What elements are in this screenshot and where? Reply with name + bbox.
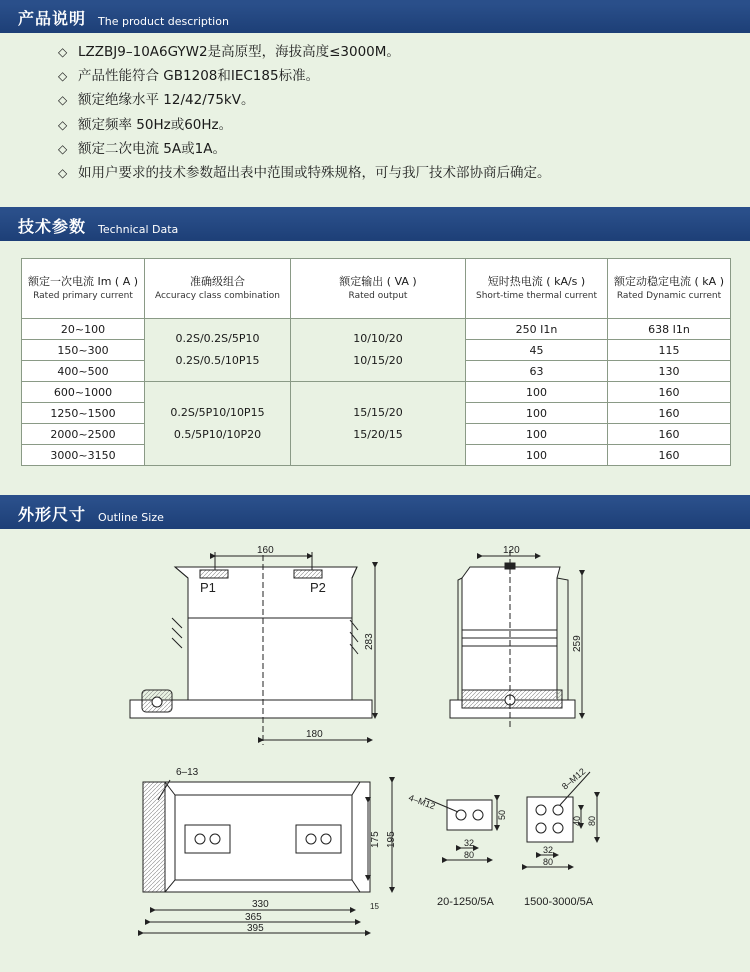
list-item: ◇ LZZBJ9–10A6GYW2是高原型，海拔高度≤3000M。	[58, 40, 551, 64]
table-row	[22, 382, 731, 403]
column-header: 额定一次电流 Im ( A ) Rated primary current	[22, 259, 145, 319]
column-header: 准确级组合 Accuracy class combination	[145, 259, 291, 319]
front-view-drawing	[130, 545, 375, 745]
section-header-technical	[0, 212, 750, 241]
plan-dim-15: 15	[370, 902, 379, 911]
table-cell: 20~100	[22, 319, 145, 340]
list-item: ◇ 额定二次电流 5A或1A。	[58, 137, 551, 161]
terminal-large-dim-80: 80	[543, 857, 554, 867]
terminal-small-thread: 4–M12	[407, 792, 437, 812]
front-p2-label: P2	[310, 580, 326, 595]
terminal-small-drawing	[407, 792, 507, 908]
terminal-large-dim-32: 32	[543, 845, 554, 855]
section-title: 外形尺寸	[18, 505, 87, 524]
front-p1-label: P1	[200, 580, 216, 595]
terminal-small-dim-32: 32	[464, 838, 475, 848]
table-cell: 0.2S/0.2S/5P10 0.2S/0.5/10P15	[145, 319, 291, 382]
terminal-large-thread: 8–M12	[559, 766, 588, 792]
table-cell: 160	[608, 424, 731, 445]
terminal-small-dim-50: 50	[497, 809, 507, 820]
table-cell: 1250~1500	[22, 403, 145, 424]
section-title: 产品说明	[18, 9, 87, 28]
table-cell: 45	[466, 340, 608, 361]
table-cell: 100	[466, 403, 608, 424]
terminal-large-caption: 1500-3000/5A	[524, 896, 594, 908]
diamond-bullet-icon: ◇	[58, 93, 68, 108]
diamond-bullet-icon: ◇	[58, 141, 68, 156]
table-cell: 250 I1n	[466, 319, 608, 340]
side-dim-top: 120	[503, 545, 520, 556]
table-cell: 15/15/20 15/20/15	[291, 382, 466, 466]
terminal-large-dim-40: 40	[572, 815, 582, 826]
diamond-bullet-icon: ◇	[58, 45, 68, 59]
table-cell: 130	[608, 361, 731, 382]
diamond-bullet-icon: ◇	[58, 165, 68, 180]
side-view-drawing	[450, 545, 583, 730]
side-dim-height: 259	[572, 635, 583, 652]
table-cell: 150~300	[22, 340, 145, 361]
section-header-product	[0, 4, 750, 33]
table-cell: 100	[466, 445, 608, 466]
list-item: ◇ 额定绝缘水平 12/42/75kV。	[58, 88, 551, 112]
diamond-bullet-icon: ◇	[58, 69, 68, 84]
technical-data-table	[21, 258, 731, 466]
section-subtitle: The product description	[98, 15, 229, 28]
table-cell: 10/10/20 10/15/20	[291, 319, 466, 382]
table-cell: 160	[608, 382, 731, 403]
terminal-large-dim-80v: 80	[587, 815, 597, 826]
table-cell: 160	[608, 445, 731, 466]
plan-dim-175: 175	[370, 831, 381, 848]
table-row	[22, 319, 731, 340]
column-header: 短时热电流 ( kA/s ) Short-time thermal current	[466, 259, 608, 319]
list-item: ◇ 产品性能符合 GB1208和IEC185标准。	[58, 64, 551, 88]
table-cell: 100	[466, 424, 608, 445]
section-subtitle: Outline Size	[98, 511, 164, 524]
table-cell: 2000~2500	[22, 424, 145, 445]
description-list	[58, 40, 551, 185]
section-header-outline	[0, 500, 750, 529]
plan-dim-395: 395	[247, 923, 264, 934]
plan-holes-label: 6–13	[176, 767, 199, 778]
table-cell: 638 I1n	[608, 319, 731, 340]
plan-dim-365: 365	[245, 912, 262, 923]
column-header: 额定输出 ( VA ) Rated output	[291, 259, 466, 319]
diamond-bullet-icon: ◇	[58, 117, 68, 132]
section-subtitle: Technical Data	[98, 223, 179, 236]
list-item: ◇ 如用户要求的技术参数超出表中范围或特殊规格，可与我厂技术部协商后确定。	[58, 161, 551, 185]
table-cell: 400~500	[22, 361, 145, 382]
front-dim-height: 283	[364, 633, 375, 650]
table-cell: 160	[608, 403, 731, 424]
table-cell: 600~1000	[22, 382, 145, 403]
plan-dim-330: 330	[252, 899, 269, 910]
list-item: ◇ 额定频率 50Hz或60Hz。	[58, 113, 551, 137]
table-header-row	[22, 259, 731, 319]
plan-view-drawing	[143, 767, 397, 934]
front-dim-top: 160	[257, 545, 274, 556]
table-cell: 0.2S/5P10/10P15 0.5/5P10/10P20	[145, 382, 291, 466]
front-dim-bottom: 180	[306, 729, 323, 740]
table-cell: 63	[466, 361, 608, 382]
terminal-small-caption: 20-1250/5A	[437, 896, 494, 908]
table-cell: 3000~3150	[22, 445, 145, 466]
terminal-small-dim-80: 80	[464, 850, 475, 860]
column-header: 额定动稳定电流 ( kA ) Rated Dynamic current	[608, 259, 731, 319]
terminal-large-drawing	[524, 766, 597, 908]
table-cell: 115	[608, 340, 731, 361]
outline-drawings	[0, 530, 750, 968]
plan-dim-195: 195	[386, 831, 397, 848]
table-cell: 100	[466, 382, 608, 403]
section-title: 技术参数	[18, 217, 87, 236]
